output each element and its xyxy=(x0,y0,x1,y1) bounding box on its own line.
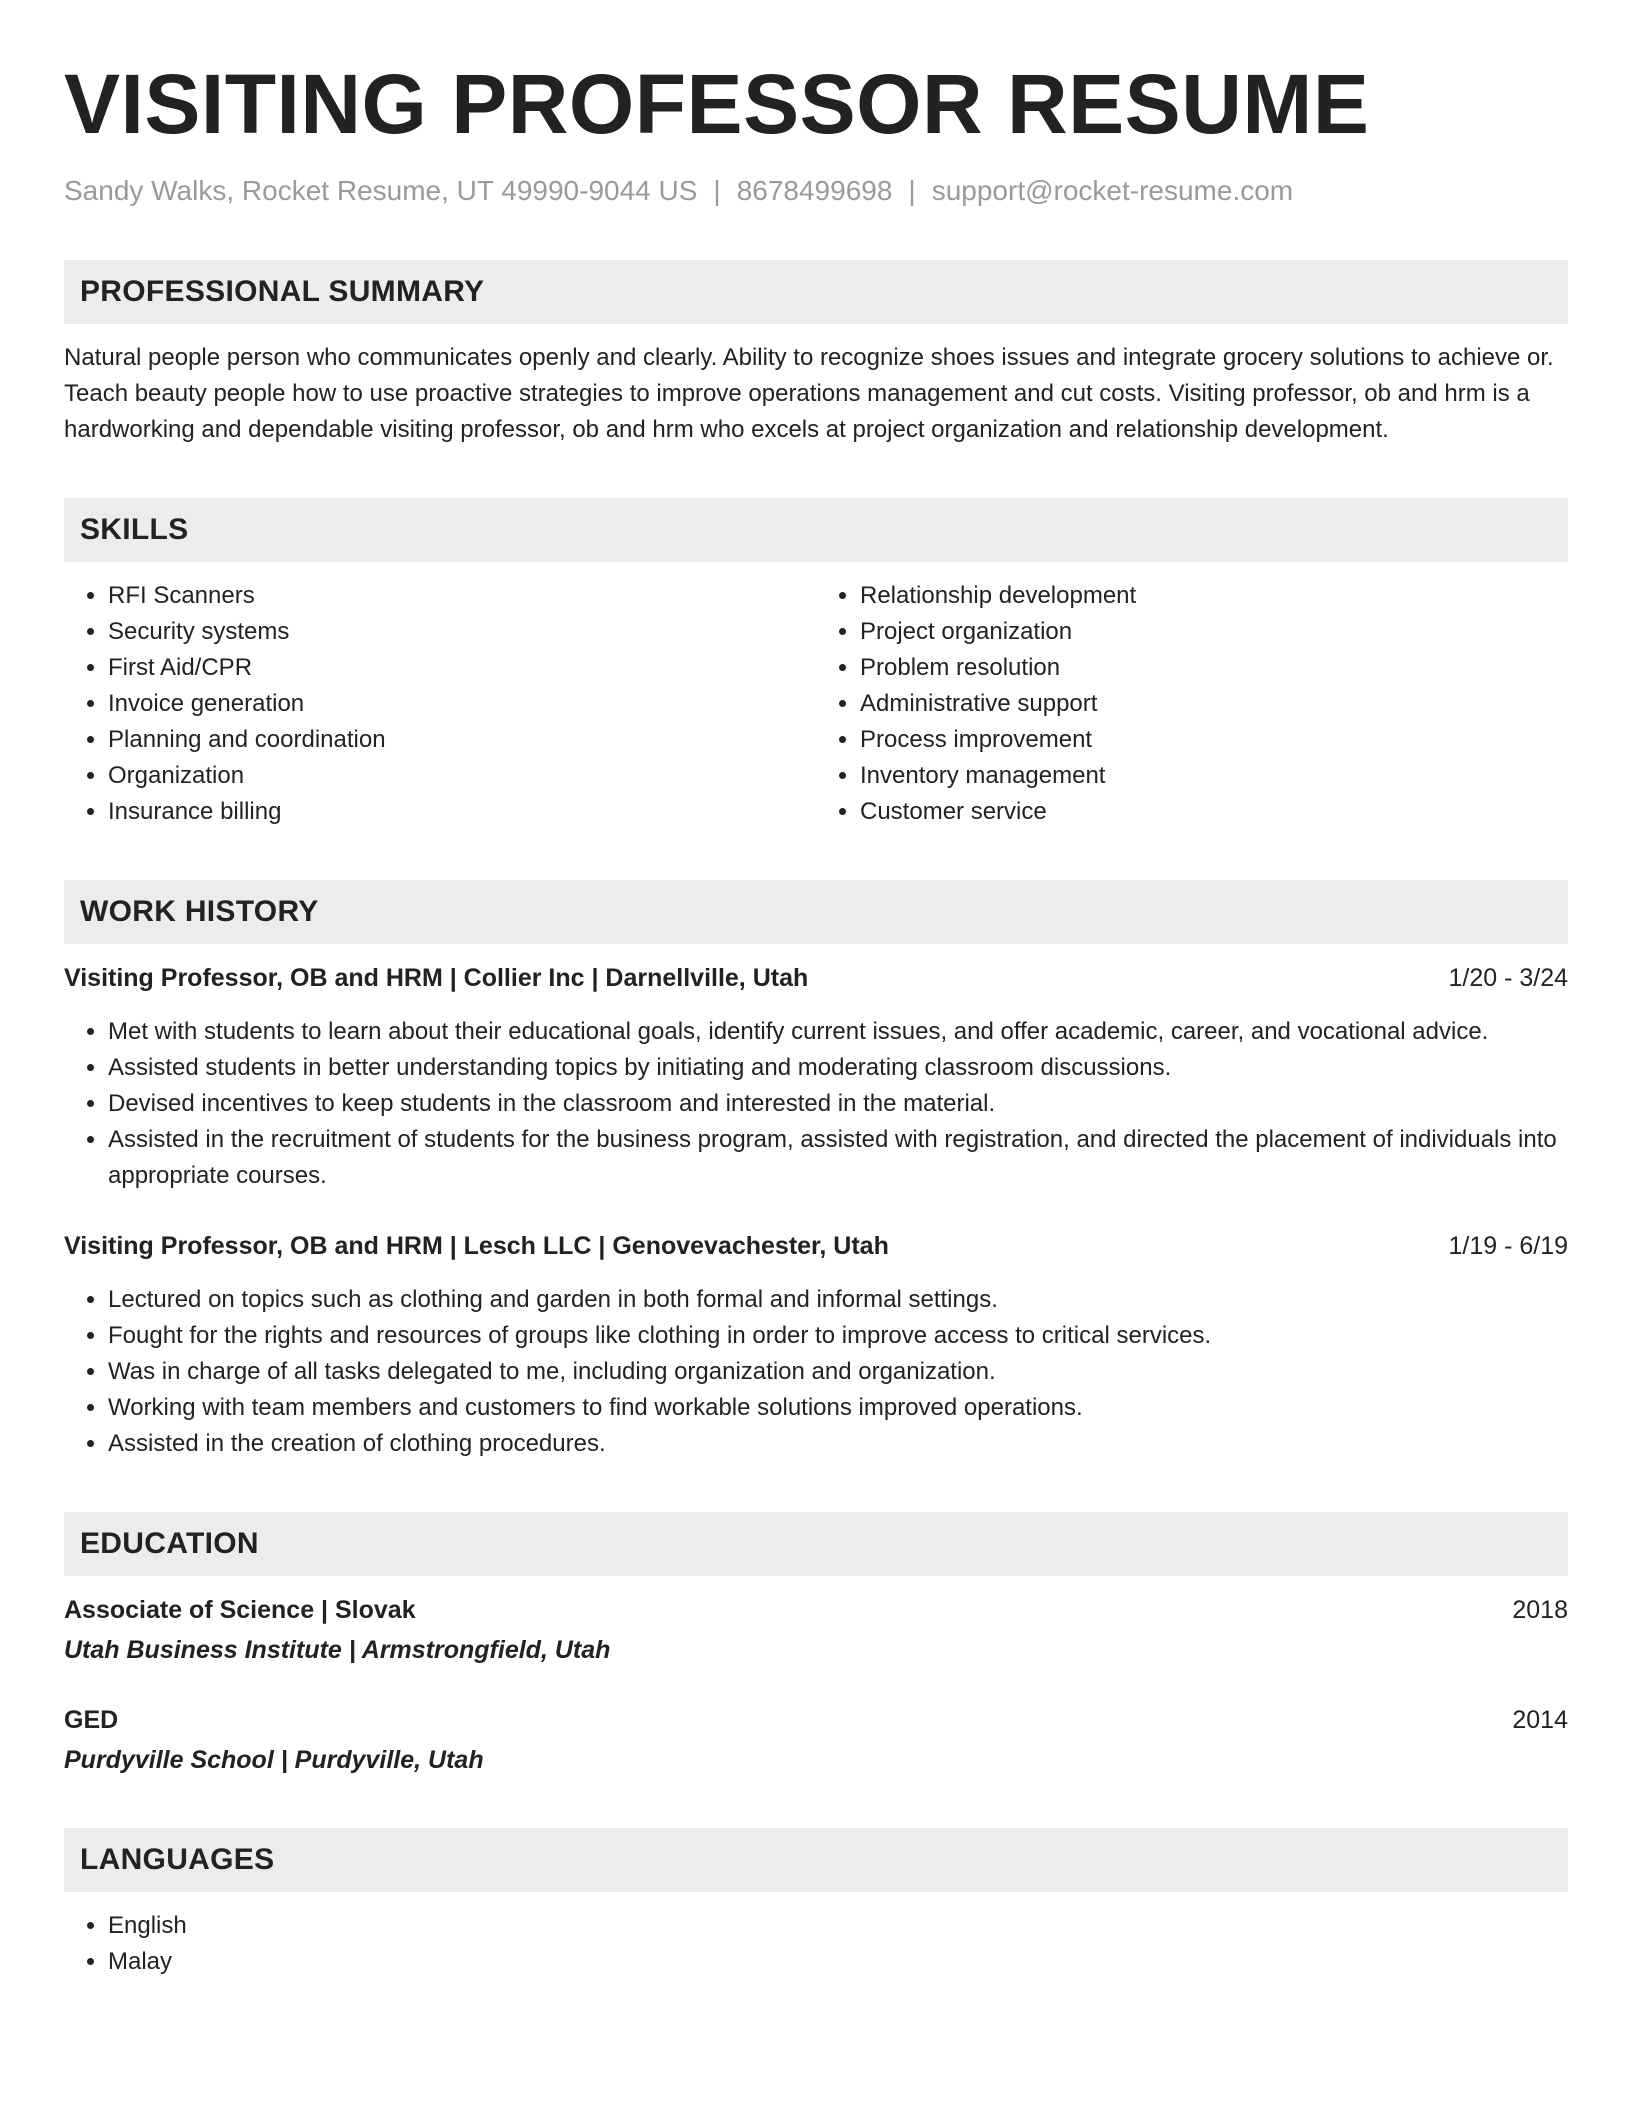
skills-column-right xyxy=(816,578,1568,830)
contact-phone: 8678499698 xyxy=(736,175,893,206)
education-entry xyxy=(64,1592,1568,1668)
skill-item: • Customer service xyxy=(860,794,1568,830)
job-header xyxy=(64,1228,1568,1264)
skill-item: • RFI Scanners xyxy=(108,578,816,614)
section-header-work-history: WORK HISTORY xyxy=(64,880,1568,944)
contact-line xyxy=(64,174,1568,208)
skill-item: • Security systems xyxy=(108,614,816,650)
job-title: Visiting Professor, OB and HRM | Collier Inc | Darnellville, Utah xyxy=(64,964,809,992)
job-bullets xyxy=(64,1282,1568,1462)
job-bullet: • Was in charge of all tasks delegated to me, including organization and organization. xyxy=(108,1354,1568,1390)
contact-separator: | xyxy=(908,175,916,206)
skill-item: • Administrative support xyxy=(860,686,1568,722)
education-year: 2014 xyxy=(1512,1706,1568,1734)
language-item: • Malay xyxy=(108,1944,1568,1980)
skill-item: • Invoice generation xyxy=(108,686,816,722)
job-bullet: • Assisted in the recruitment of students for the business program, assisted with registration, and directed the placement of individuals into appropriate courses. xyxy=(108,1122,1568,1194)
job-title: Visiting Professor, OB and HRM | Lesch LLC | Genovevachester, Utah xyxy=(64,1232,889,1260)
language-item: • English xyxy=(108,1908,1568,1944)
resume-title: VISITING PROFESSOR RESUME xyxy=(64,57,1370,151)
skill-item: • Planning and coordination xyxy=(108,722,816,758)
job-dates: 1/19 - 6/19 xyxy=(1448,1232,1568,1260)
job-entry xyxy=(64,1228,1568,1462)
skill-item: • Project organization xyxy=(860,614,1568,650)
contact-address: Sandy Walks, Rocket Resume, UT 49990-9044 US xyxy=(64,175,698,206)
contact-email: support@rocket-resume.com xyxy=(931,175,1294,206)
skill-item: • Problem resolution xyxy=(860,650,1568,686)
contact-separator: | xyxy=(713,175,721,206)
skill-item: • Inventory management xyxy=(860,758,1568,794)
job-bullets xyxy=(64,1014,1568,1194)
education-entry xyxy=(64,1702,1568,1778)
skill-item: • Organization xyxy=(108,758,816,794)
job-bullet: • Lectured on topics such as clothing and garden in both formal and informal settings. xyxy=(108,1282,1568,1318)
education-degree: GED xyxy=(64,1706,119,1734)
job-entry xyxy=(64,960,1568,1194)
skill-item: • First Aid/CPR xyxy=(108,650,816,686)
skills-list xyxy=(64,578,1568,830)
languages-list xyxy=(64,1908,1568,1980)
education-year: 2018 xyxy=(1512,1596,1568,1624)
job-bullet: • Assisted in the creation of clothing procedures. xyxy=(108,1426,1568,1462)
job-bullet: • Met with students to learn about their educational goals, identify current issues, and offer academic, career, and vocational advice. xyxy=(108,1014,1568,1050)
summary-text: Natural people person who communicates openly and clearly. Ability to recognize shoes issues and integrate grocery solutions to achieve or. Teach beauty people how to use proactive strategies to improve operations management and cut costs. Visiting professor, ob and hrm is a hardworking and dependable visiting professor, ob and hrm who excels at project organization and relationship development. xyxy=(64,344,1554,443)
section-header-education: EDUCATION xyxy=(64,1512,1568,1576)
job-bullet: • Fought for the rights and resources of groups like clothing in order to improve access to critical services. xyxy=(108,1318,1568,1354)
language-bullets xyxy=(64,1908,1568,1980)
job-bullet: • Devised incentives to keep students in the classroom and interested in the material. xyxy=(108,1086,1568,1122)
skill-item: • Relationship development xyxy=(860,578,1568,614)
section-header-summary: PROFESSIONAL SUMMARY xyxy=(64,260,1568,324)
job-dates: 1/20 - 3/24 xyxy=(1448,964,1568,992)
skill-item: • Process improvement xyxy=(860,722,1568,758)
education-school: Purdyville School | Purdyville, Utah xyxy=(64,1746,484,1774)
education-header xyxy=(64,1702,1568,1738)
job-bullet: • Assisted students in better understanding topics by initiating and moderating classroom discussions. xyxy=(108,1050,1568,1086)
education-school: Utah Business Institute | Armstrongfield, Utah xyxy=(64,1636,611,1664)
education-degree: Associate of Science | Slovak xyxy=(64,1596,416,1624)
skills-column-left xyxy=(64,578,816,830)
job-header xyxy=(64,960,1568,996)
section-header-skills: SKILLS xyxy=(64,498,1568,562)
skill-item: • Insurance billing xyxy=(108,794,816,830)
section-header-languages: LANGUAGES xyxy=(64,1828,1568,1892)
education-header xyxy=(64,1592,1568,1628)
job-bullet: • Working with team members and customers to find workable solutions improved operations. xyxy=(108,1390,1568,1426)
